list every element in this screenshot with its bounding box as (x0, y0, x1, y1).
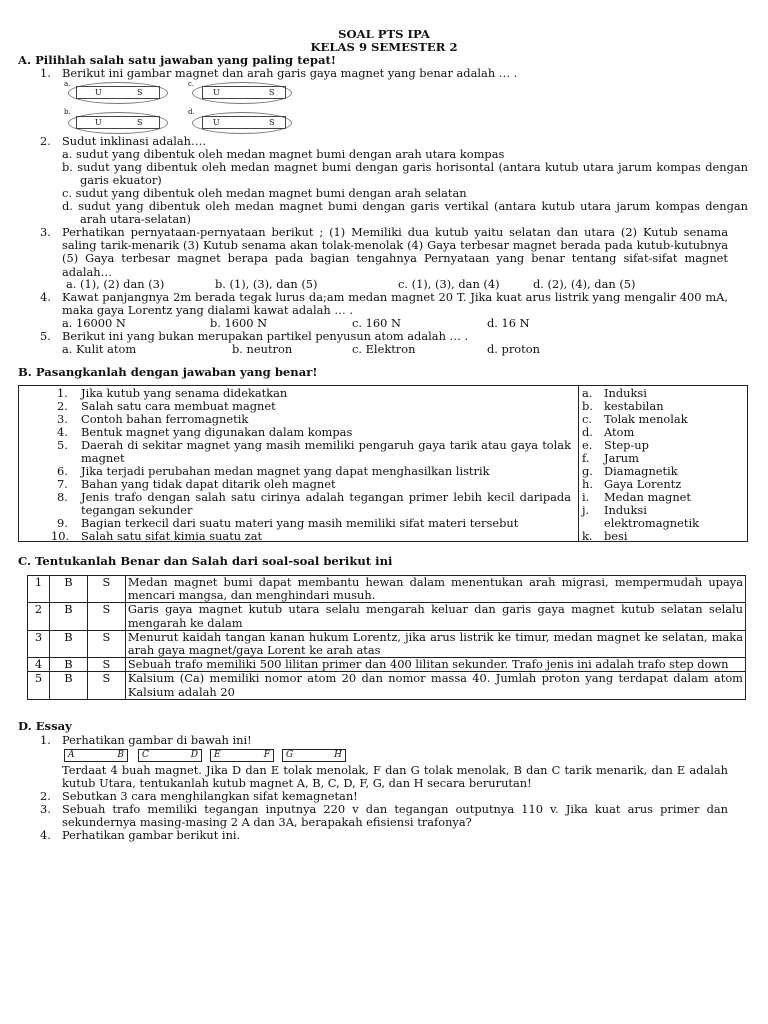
matching-table: 1. Jika kutub yang senama didekatkan 2. Salah satu cara membuat magnet 3. Contoh bahan ferromagnetik 4. Bentuk magnet yang digunakan dalam kompas 5. Daerah di sekitar magnet yang masih memiliki pengaruh gaya tarik atau gaya tolak magnet 6. Jika terjadi perubahan medan magnet yang dapat menghasilkan listrik 7. Bahan yang tidak dapat ditarik oleh magnet 8. Jenis trafo dengan salah satu cirinya adalah tegangan primer lebih kecil daripada tegangan sekunder 9. Bagian terkecil dari suatu materi yang masih memiliki sifat materi tersebut 10. Salah satu sifat kimia suatu zat a. Induksi b. kestabilan c. Tolak menolak d. Atom e. Step-up f. Jarum g. Diamagnetik h. Gaya Lorentz i. Medan magnet j. Induksi elektromagnetik k. besi (18, 385, 748, 542)
false-option[interactable]: S (87, 576, 125, 603)
left-item-1: Jika kutub yang senama didekatkan (81, 386, 288, 400)
left-item-4: Bentuk magnet yang digunakan dalam kompas (81, 425, 353, 439)
bar-magnet-b: U S (76, 116, 160, 129)
left-item-6: Jika terjadi perubahan medan magnet yang dapat menghasilkan listrik (81, 464, 490, 478)
section-c-heading: C. Tentukanlah Benar dan Salah dari soal-soal berikut ini (18, 554, 393, 568)
table-row: 5 B S Kalsium (Ca) memiliki nomor atom 20 dan nomor massa 40. Jumlah proton yang terdapat dalam atom Kalsium adalah 20 (28, 672, 746, 699)
fig-label-b: b. (64, 108, 71, 116)
statement-text: Kalsium (Ca) memiliki nomor atom 20 dan nomor massa 40. Jumlah proton yang terdapat dalam atom Kalsium adalah 20 (125, 672, 745, 699)
essay2-text: Sebutkan 3 cara menghilangkan sifat kemagnetan! (62, 789, 358, 803)
bar-magnet-a: U S (76, 86, 160, 99)
section-d-heading: D. Essay (18, 719, 72, 733)
true-option[interactable]: B (49, 672, 87, 699)
q4-text: Kawat panjangnya 2m berada tegak lurus da;am medan magnet 20 T. Jika kuat arus listrik yang mengalir 400 mA, maka gaya Lorentz yang dialami kawat adalah … . (62, 290, 728, 318)
true-option[interactable]: B (49, 630, 87, 657)
essay1-description: Terdaat 4 buah magnet. Jika D dan E tolak menolak, F dan G tolak menolak, B dan C tarik menarik, dan E adalah kutub Utara, tentukanlah kutub magnet A, B, C, D, F, G, dan H secara berurutan! (62, 763, 728, 791)
q2-option-b: b. sudut yang dibentuk oleh medan magnet bumi dengan garis horisontal (antara kutub utara jarum kompas dengan garis ekuator) (62, 160, 748, 188)
essay4-number: 4. (40, 828, 51, 842)
q3-option-d: d. (2), (4), dan (5) (533, 277, 636, 291)
q3-option-a: a. (1), (2) dan (3) (66, 277, 165, 291)
magnet-figure (62, 78, 292, 134)
right-item-e: Step-up (604, 438, 649, 452)
magnet-bar-cd: C D (138, 749, 202, 762)
right-item-k: besi (604, 529, 628, 543)
left-item-9: Bagian terkecil dari suatu materi yang masih memiliki sifat materi tersebut (81, 516, 519, 530)
q5-option-a: a. Kulit atom (62, 342, 137, 356)
fig-label-d: d. (188, 108, 195, 116)
true-option[interactable]: B (49, 603, 87, 630)
true-false-table (27, 575, 746, 700)
false-option[interactable]: S (87, 658, 125, 672)
magnet-bar-gh: G H (282, 749, 346, 762)
right-item-f: Jarum (604, 451, 639, 465)
table-divider (578, 386, 579, 541)
q5-number: 5. (40, 329, 51, 343)
right-item-c: Tolak menolak (604, 412, 688, 426)
left-item-2: Salah satu cara membuat magnet (81, 399, 276, 413)
right-item-a: Induksi (604, 386, 647, 400)
q3-option-b: b. (1), (3), dan (5) (215, 277, 318, 291)
q2-text: Sudut inklinasi adalah…. (62, 134, 207, 148)
magnet-bar-ab: A B (64, 749, 128, 762)
essay4-text: Perhatikan gambar berikut ini. (62, 828, 241, 842)
bar-magnet-d: U S (202, 116, 286, 129)
q4-option-d: d. 16 N (487, 316, 530, 330)
magnet-bar-ef: E F (210, 749, 274, 762)
q1-number: 1. (40, 66, 51, 80)
right-item-g: Diamagnetik (604, 464, 678, 478)
q4-option-b: b. 1600 N (210, 316, 268, 330)
false-option[interactable]: S (87, 630, 125, 657)
right-item-j: Induksi elektromagnetik (604, 503, 699, 531)
essay3-number: 3. (40, 802, 51, 816)
q2-option-a: a. sudut yang dibentuk oleh medan magnet bumi dengan arah utara kompas (62, 147, 505, 161)
false-option[interactable]: S (87, 672, 125, 699)
q4-option-c: c. 160 N (352, 316, 401, 330)
q5-option-b: b. neutron (232, 342, 293, 356)
q2-option-c: c. sudut yang dibentuk oleh medan magnet bumi dengan arah selatan (62, 186, 467, 200)
statement-text: Sebuah trafo memiliki 500 lilitan primer dan 400 lilitan sekunder. Trafo jenis ini adalah trafo step down (125, 658, 745, 672)
section-b-heading: B. Pasangkanlah dengan jawaban yang benar! (18, 365, 318, 379)
fig-label-a: a. (64, 80, 71, 88)
right-item-h: Gaya Lorentz (604, 477, 682, 491)
statement-text: Menurut kaidah tangan kanan hukum Lorentz, jika arus listrik ke timur, medan magnet ke selatan, maka arah gaya magnet/gaya Lorent ke arah atas (125, 630, 745, 657)
q2-option-d: d. sudut yang dibentuk oleh medan magnet bumi dengan garis vertikal (antara kutub utara jarum kompas dengan arah utara-selatan) (62, 199, 748, 227)
table-row: 1 B S Medan magnet bumi dapat membantu hewan dalam menentukan arah migrasi, mempermudah upaya mencari mangsa, dan menghindari musuh. (28, 576, 746, 603)
statement-text: Garis gaya magnet kutub utara selalu mengarah keluar dan garis gaya magnet kutub selatan selalu mengarah ke dalam (125, 603, 745, 630)
q5-text: Berikut ini yang bukan merupakan partikel penyusun atom adalah … . (62, 329, 469, 343)
left-item-10: Salah satu sifat kimia suatu zat (81, 529, 263, 543)
right-item-b: kestabilan (604, 399, 664, 413)
table-row: 3 B S Menurut kaidah tangan kanan hukum Lorentz, jika arus listrik ke timur, medan magnet ke selatan, maka arah gaya magnet/gaya Lorent ke arah atas (28, 630, 746, 657)
q3-number: 3. (40, 225, 51, 239)
bar-magnet-c: U S (202, 86, 286, 99)
magnet-bars-figure (62, 748, 352, 762)
essay1-number: 1. (40, 733, 51, 747)
q5-option-d: d. proton (487, 342, 540, 356)
essay1-text: Perhatikan gambar di bawah ini! (62, 733, 252, 747)
right-item-d: Atom (604, 425, 635, 439)
q4-option-a: a. 16000 N (62, 316, 126, 330)
left-item-3: Contoh bahan ferromagnetik (81, 412, 249, 426)
statement-text: Medan magnet bumi dapat membantu hewan dalam menentukan arah migrasi, mempermudah upaya mencari mangsa, dan menghindari musuh. (125, 576, 745, 603)
q3-text: Perhatikan pernyataan-pernyataan berikut ; (1) Memiliki dua kutub yaitu selatan dan utara (2) Kutub senama saling tarik-menarik (3) Kutub senama akan tolak-menolak (4) Gaya terbesar magnet berada pada kutub-kutubnya (5) Gaya terbesar magnet berapa pada bagian tengahnya Pernyataan yang benar tentang sifat-sifat magnet adalah… (62, 225, 728, 279)
true-option[interactable]: B (49, 576, 87, 603)
right-item-i: Medan magnet (604, 490, 691, 504)
left-item-7: Bahan yang tidak dapat ditarik oleh magnet (81, 477, 336, 491)
essay2-number: 2. (40, 789, 51, 803)
section-a-heading: A. Pilihlah salah satu jawaban yang paling tepat! (18, 53, 336, 67)
table-row: 2 B S Garis gaya magnet kutub utara selalu mengarah keluar dan garis gaya magnet kutub selatan selalu mengarah ke dalam (28, 603, 746, 630)
essay3-text: Sebuah trafo memiliki tegangan inputnya 220 v dan tegangan outputnya 110 v. Jika kuat arus primer dan sekundernya masing-masing 2 A dan 3A, berapakah efisiensi trafonya? (62, 802, 728, 830)
page-title: SOAL PTS IPA (338, 27, 430, 41)
left-item-5: Daerah di sekitar magnet yang masih memiliki pengaruh gaya tarik atau gaya tolak magnet (81, 438, 571, 466)
q3-option-c: c. (1), (3), dan (4) (398, 277, 500, 291)
false-option[interactable]: S (87, 603, 125, 630)
q1-text: Berikut ini gambar magnet dan arah garis gaya magnet yang benar adalah … . (62, 66, 518, 80)
q2-number: 2. (40, 134, 51, 148)
true-option[interactable]: B (49, 658, 87, 672)
page-subtitle: KELAS 9 SEMESTER 2 (310, 40, 458, 54)
table-row: 4 B S Sebuah trafo memiliki 500 lilitan primer dan 400 lilitan sekunder. Trafo jenis ini adalah trafo step down (28, 658, 746, 672)
left-item-8: Jenis trafo dengan salah satu cirinya adalah tegangan primer lebih kecil daripada tegangan sekunder (81, 490, 571, 518)
q4-number: 4. (40, 290, 51, 304)
fig-label-c: c. (188, 80, 195, 88)
q5-option-c: c. Elektron (352, 342, 416, 356)
